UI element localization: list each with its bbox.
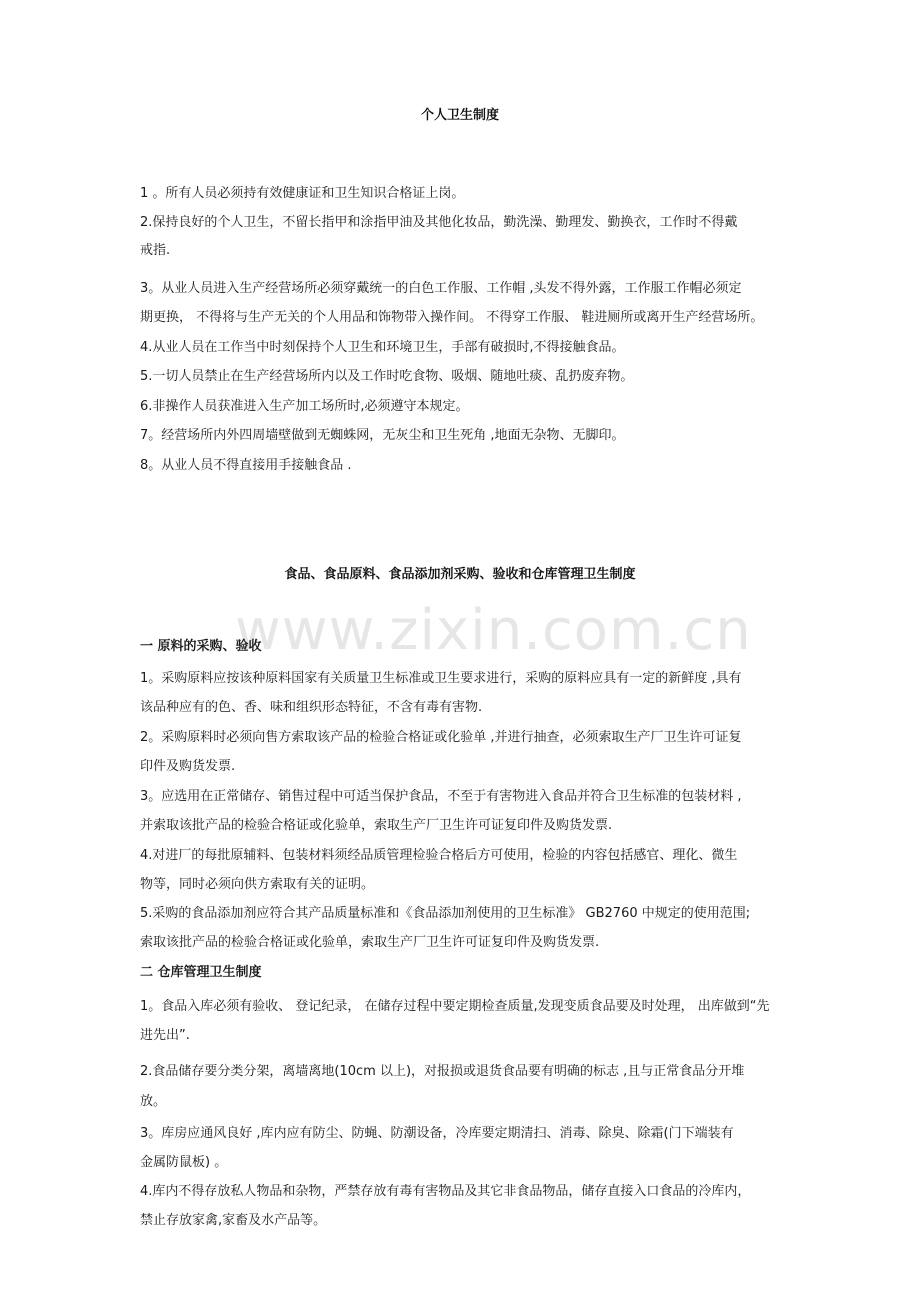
paragraph-line: 3。从业人员进入生产经营场所必须穿戴统一的白色工作服、工作帽 ,头发不得外露，工作服工作帽必须定 (140, 281, 742, 296)
paragraph-line: 5.采购的食品添加剂应符合其产品质量标准和《食品添加剂使用的卫生标准》 GB2760 中规定的使用范围; (140, 906, 751, 921)
paragraph-line: 2.保持良好的个人卫生，不留长指甲和涂指甲油及其他化妆品，勤洗澡、勤理发、勤换衣，工作时不得戴 (140, 215, 738, 230)
paragraph-line: 7。经营场所内外四周墙壁做到无蜘蛛网，无灰尘和卫生死角 ,地面无杂物、无脚印。 (140, 428, 625, 443)
paragraph-line: 2。采购原料时必须向售方索取该产品的检验合格证或化验单 ,并进行抽查，必须索取生产厂卫生许可证复 (140, 730, 742, 745)
subsection-heading-procurement: 一 原料的采购、验收 (140, 639, 262, 654)
paragraph-line: 1 。所有人员必须持有效健康证和卫生知识合格证上岗。 (140, 186, 465, 201)
paragraph-line: 物等，同时必须向供方索取有关的证明。 (140, 877, 375, 892)
paragraph-line: 禁止存放家禽,家畜及水产品等。 (140, 1213, 327, 1228)
paragraph-line: 3。库房应通风良好 ,库内应有防尘、防蝇、防潮设备，冷库要定期清扫、消毒、除臭、除霜(门下端装有 (140, 1126, 734, 1141)
paragraph-line: 4.从业人员在工作当中时刻保持个人卫生和环境卫生，手部有破损时,不得接触食品。 (140, 340, 625, 355)
section-2-title: 食品、食品原料、食品添加剂采购、验收和仓库管理卫生制度 (284, 567, 636, 582)
paragraph-line: 放。 (140, 1094, 167, 1109)
paragraph-line: 并索取该批产品的检验合格证或化验单，索取生产厂卫生许可证复印件及购货发票. (140, 818, 613, 833)
paragraph-line: 3。应选用在正常储存、销售过程中可适当保护食品，不至于有害物进入食品并符合卫生标准的包装材料 , (140, 789, 742, 804)
paragraph-line: 金属防鼠板) 。 (140, 1155, 228, 1170)
paragraph-line: 6.非操作人员获准进入生产加工场所时,必须遵守本规定。 (140, 399, 469, 414)
paragraph-line: 4.库内不得存放私人物品和杂物，严禁存放有毒有害物品及其它非食品物品，储存直接入口食品的冷库内， (140, 1184, 751, 1199)
paragraph-line: 进先出”. (140, 1028, 190, 1043)
paragraph-line: 5.一切人员禁止在生产经营场所内以及工作时吃食物、吸烟、随地吐痰、乱扔废弃物。 (140, 369, 634, 384)
paragraph-line: 8。从业人员不得直接用手接触食品 . (140, 458, 352, 473)
paragraph-line: 1。采购原料应按该种原料国家有关质量卫生标准或卫生要求进行，采购的原料应具有一定的新鲜度 ,具有 (140, 671, 742, 686)
subsection-heading-warehouse: 二 仓库管理卫生制度 (140, 965, 262, 980)
paragraph-line: 期更换， 不得将与生产无关的个人用品和饰物带入操作间。 不得穿工作服、 鞋进厕所或离开生产经营场所。 (140, 310, 764, 325)
paragraph-line: 2.食品储存要分类分架，离墙离地(10cm 以上)，对报损或退货食品要有明确的标志 ,且与正常食品分开堆 (140, 1064, 745, 1079)
watermark: www.zixin.com.cn (235, 598, 752, 663)
paragraph-line: 4.对进厂的每批原辅料、包装材料须经品质管理检验合格后方可使用，检验的内容包括感官、理化、微生 (140, 848, 738, 863)
paragraph-line: 1。食品入库必须有验收、 登记纪录， 在储存过程中要定期检查质量,发现变质食品要及时处理， 出库做到“先 (140, 999, 770, 1014)
paragraph-line: 索取该批产品的检验合格证或化验单，索取生产厂卫生许可证复印件及购货发票. (140, 935, 600, 950)
section-1-title: 个人卫生制度 (420, 108, 499, 123)
paragraph-line: 戒指. (140, 243, 171, 258)
paragraph-line: 该品种应有的色、香、味和组织形态特征，不含有毒有害物. (140, 700, 483, 715)
paragraph-line: 印件及购货发票. (140, 759, 236, 774)
